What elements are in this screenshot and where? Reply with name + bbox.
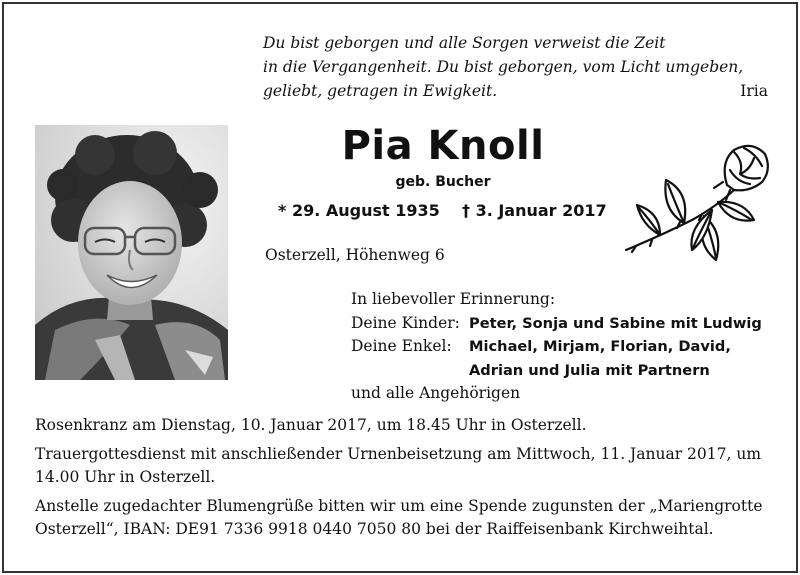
children-names: Peter, Sonja und Sabine mit Ludwig [469, 314, 762, 332]
poem-line-3: geliebt, getragen in Ewigkeit. [263, 82, 498, 100]
mourners-block [351, 288, 762, 406]
portrait-photo [35, 125, 228, 380]
poem-line-2: in die Vergangenheit. Du bist geborgen, vom Licht umgeben, [263, 58, 744, 76]
grandchildren-row [351, 335, 762, 359]
children-label: Deine Kinder: [351, 313, 460, 332]
mourners-intro: In liebevoller Erinnerung: [351, 290, 556, 308]
service-details [35, 414, 775, 547]
grandchildren-names-1: Michael, Mirjam, Florian, David, [469, 338, 731, 355]
children-row [351, 312, 762, 336]
grandchildren-label: Deine Enkel: [351, 337, 452, 355]
rosary-info: Rosenkranz am Dienstag, 10. Januar 2017, um 18.45 Uhr in Osterzell. [35, 416, 587, 434]
death-date: † 3. Januar 2017 [462, 201, 607, 220]
poem-line-1: Du bist geborgen und alle Sorgen verweist die Zeit [263, 34, 666, 52]
funeral-service-info: Trauergottesdienst mit anschließender Urnenbeisetzung am Mittwoch, 11. Januar 2017, um 14.00 Uhr in Osterzell. [35, 445, 762, 486]
donation-info: Anstelle zugedachter Blumengrüße bitten wir um eine Spende zugunsten der „Mariengrotte Osterzell“, IBAN: DE91 7336 9918 0440 7050 80 bei der Raiffeisenbank Kirchweihtal. [35, 497, 763, 538]
deceased-name: Pia Knoll [341, 123, 545, 169]
mourners-closing: und alle Angehörigen [351, 384, 521, 402]
poem [263, 31, 773, 103]
portrait-photo-graphic [35, 125, 228, 380]
grandchildren-names-2: Adrian und Julia mit Partnern [469, 361, 710, 379]
birth-date: * 29. August 1935 [278, 201, 440, 220]
grandchildren-row-2 [351, 359, 762, 383]
rose-icon [622, 140, 772, 275]
maiden-name: geb. Bucher [395, 174, 491, 190]
address: Osterzell, Höhenweg 6 [265, 246, 445, 264]
poem-author: Iria [740, 82, 768, 100]
